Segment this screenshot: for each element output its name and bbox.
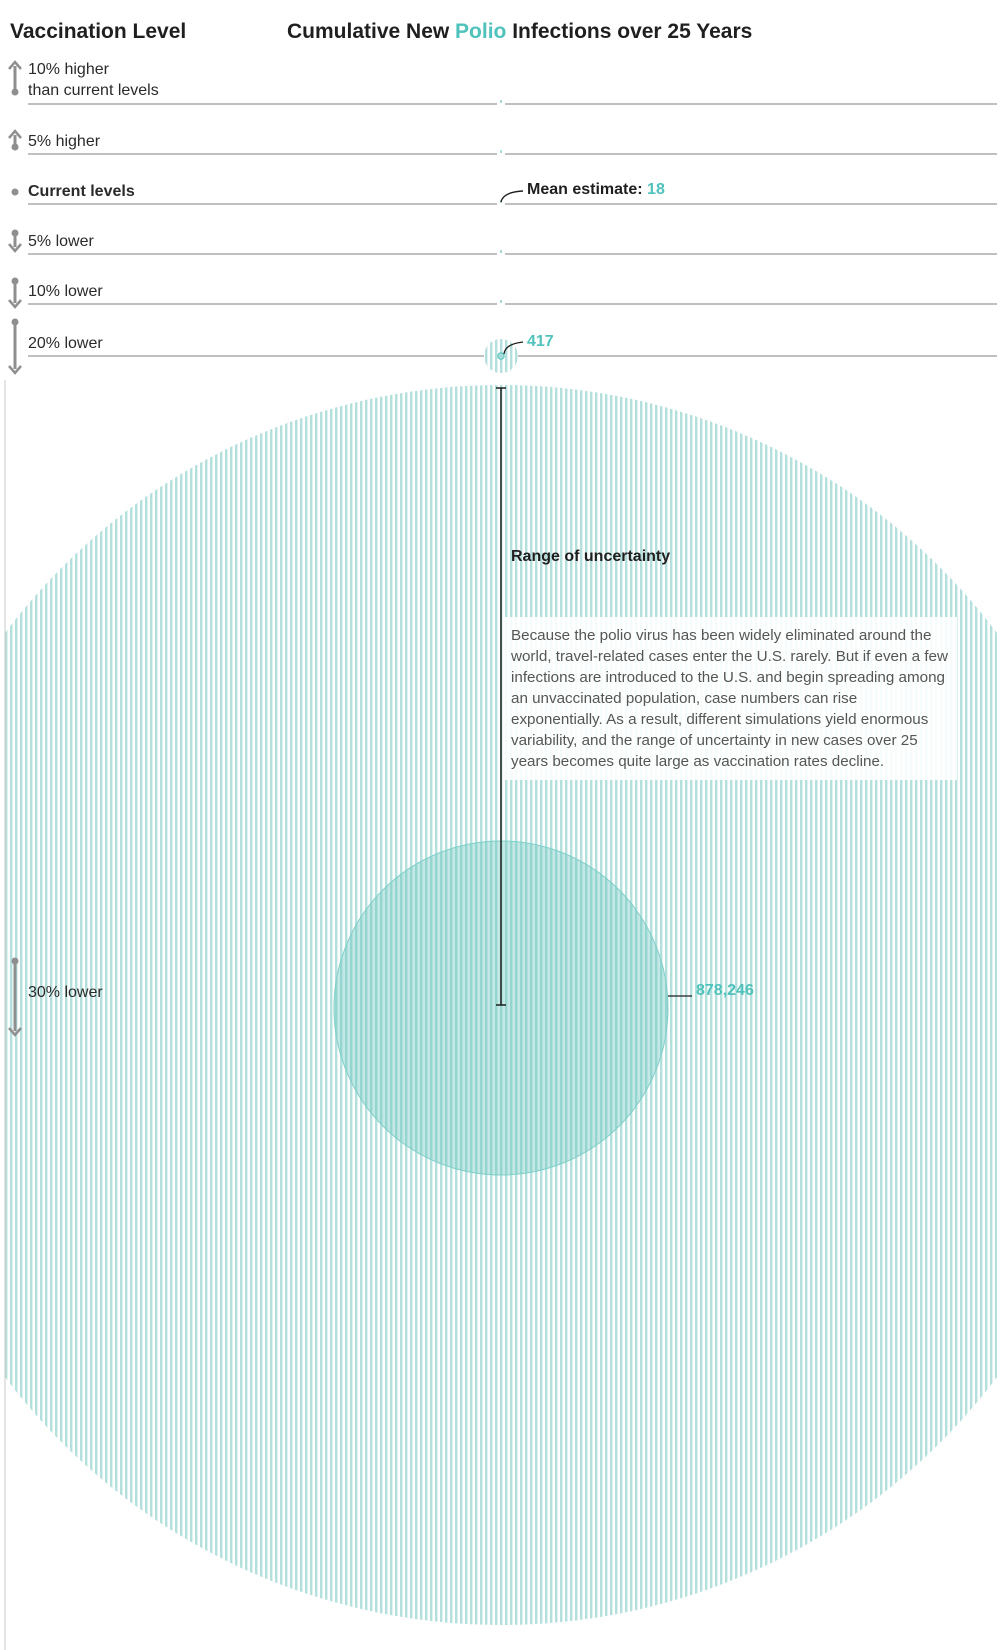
value-label-30-lower: 878,246 (696, 982, 754, 999)
range-of-uncertainty-note: Because the polio virus has been widely eliminated around the world, travel-related cases enter the U.S. rarely. But if even a few infections are introduced to the U.S. and begin spreading among an unvaccinated population, case numbers can rise exponentially. As a result, different simulations yield enormous variability, and the range of uncertainty in new cases over 25 years becomes quite large as vaccination rates decline. (505, 617, 957, 780)
chart-title (287, 20, 752, 44)
row-label-10-higher-line1: 10% higher (28, 61, 109, 78)
value-label-20-lower: 417 (527, 333, 554, 350)
range-of-uncertainty-title: Range of uncertainty (511, 548, 671, 565)
vaccination-level-heading: Vaccination Level (10, 20, 187, 43)
arrow-10-higher-dot (12, 89, 19, 96)
row-label-20-lower: 20% lower (28, 335, 103, 352)
row-label-10-higher (28, 59, 159, 101)
row-label-5-lower: 5% lower (28, 233, 94, 250)
row-label-10-lower: 10% lower (28, 283, 103, 300)
mean-estimate-leader (501, 191, 523, 202)
row-label-current: Current levels (28, 183, 135, 200)
mean-estimate-label: Mean estimate: (527, 181, 643, 198)
row-label-30-lower: 30% lower (28, 984, 103, 1001)
dot-current-levels (12, 189, 19, 196)
mean-estimate-value: 18 (647, 181, 665, 198)
mean-estimate-annotation (527, 181, 665, 199)
title-accent-polio: Polio (455, 20, 507, 43)
title-part-2: Infections over 25 Years (506, 20, 753, 43)
row-label-5-higher: 5% higher (28, 133, 101, 150)
arrow-5-higher-dot (12, 144, 19, 151)
mean-circle-20-lower (498, 353, 504, 359)
row-label-10-higher-line2: than current levels (28, 82, 159, 99)
title-part-1: Cumulative New (287, 20, 456, 43)
